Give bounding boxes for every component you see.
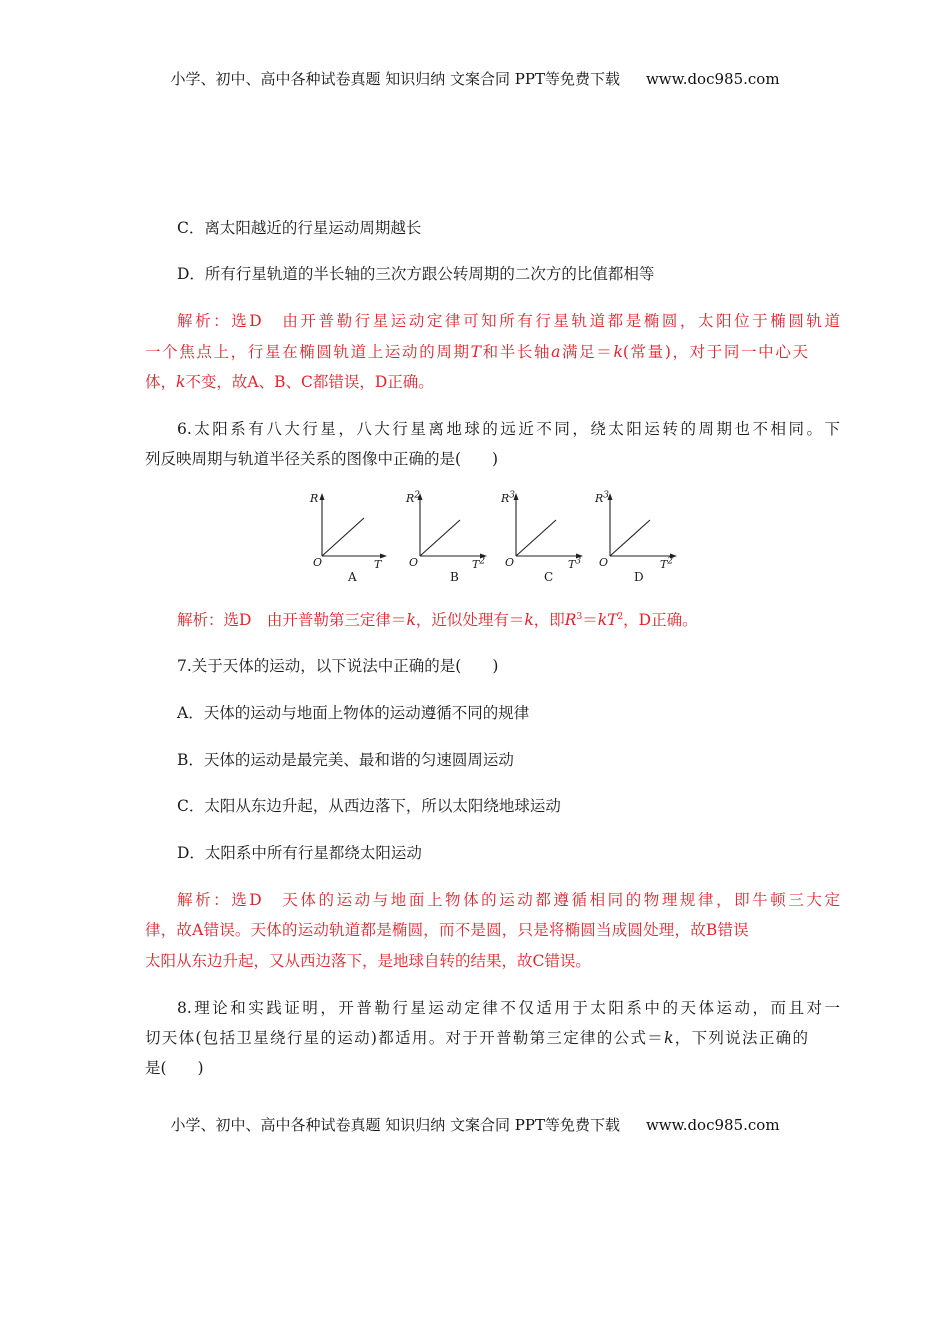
graph-d-origin: O	[599, 556, 609, 569]
q5-answer-line2: 一个焦点上，行星在椭圆轨道上运动的周期T和半长轴a满足＝k(常量)，对于同一中心天	[145, 343, 808, 361]
graph-b-caption: B	[450, 570, 459, 584]
graph-b-line	[420, 520, 460, 556]
graph-a-x-label: T	[374, 558, 382, 571]
graph-c-origin: O	[505, 556, 515, 569]
q6-stem-line1: 6.太阳系有八大行星，八大行星离地球的远近不同，绕太阳运转的周期也不相同。下	[177, 420, 840, 438]
q7-option-b: B．天体的运动是最完美、最和谐的匀速圆周运动	[177, 751, 514, 769]
graph-d-line	[610, 520, 650, 556]
q8-stem-line2: 切天体(包括卫星绕行星的运动)都适用。对于开普勒第三定律的公式＝k，下列说法正确的	[145, 1029, 808, 1047]
graph-c-caption: C	[544, 570, 554, 584]
header-site[interactable]: www.doc985.com	[645, 70, 780, 88]
q8-stem-line1: 8.理论和实践证明，开普勒行星运动定律不仅适用于太阳系中的天体运动，而且对一	[177, 999, 840, 1017]
q5-answer-line3: 体，k不变，故A、B、C都错误，D正确。	[145, 373, 434, 391]
graph-b-y-label: $R^2$	[406, 490, 421, 505]
graph-d-y-label: $R^3$	[595, 490, 610, 505]
q7-answer-line1: 解析：选D 天体的运动与地面上物体的运动都遵循相同的物理规律，即牛顿三大定	[177, 891, 840, 909]
q8-stem-line3: 是( )	[145, 1059, 204, 1077]
q7-option-c: C．太阳从东边升起，从西边落下，所以太阳绕地球运动	[177, 797, 561, 815]
header-text: 小学、初中、高中各种试卷真题 知识归纳 文案合同 PPT等免费下载	[170, 70, 620, 88]
graph-c-x-label: $T^3$	[568, 556, 582, 571]
page-footer	[0, 1114, 950, 1135]
q6-answer: 解析：选D 由开普勒第三定律＝k，近似处理有＝k，即$R^3=kT^2$，D正确。	[177, 611, 698, 629]
q6-stem-line2: 列反映周期与轨道半径关系的图像中正确的是( )	[145, 450, 499, 468]
graph-d	[592, 488, 682, 588]
footer-text: 小学、初中、高中各种试卷真题 知识归纳 文案合同 PPT等免费下载	[170, 1116, 620, 1134]
footer-site[interactable]: www.doc985.com	[645, 1116, 780, 1134]
q5-option-d: D．所有行星轨道的半长轴的三次方跟公转周期的二次方的比值都相等	[177, 265, 655, 283]
graph-b-origin: O	[409, 556, 419, 569]
page-header	[0, 68, 950, 89]
graph-a-line	[322, 518, 364, 556]
q7-option-a: A．天体的运动与地面上物体的运动遵循不同的规律	[177, 704, 530, 722]
graph-b-x-label: $T^2$	[472, 556, 486, 571]
graph-c	[498, 488, 588, 588]
graph-a	[300, 488, 390, 588]
graph-d-x-label: $T^2$	[660, 556, 674, 571]
graph-a-origin: O	[313, 556, 323, 569]
q5-answer-line1: 解析：选D 由开普勒行星运动定律可知所有行星轨道都是椭圆，太阳位于椭圆轨道	[177, 312, 840, 330]
graph-c-y-label: $R^3$	[501, 490, 516, 505]
q7-option-d: D．太阳系中所有行星都绕太阳运动	[177, 844, 422, 862]
graph-d-caption: D	[634, 570, 644, 584]
graph-a-caption: A	[348, 570, 357, 584]
graph-b	[400, 488, 490, 588]
q7-stem: 7.关于天体的运动，以下说法中正确的是( )	[177, 657, 499, 675]
q7-answer-line2: 律，故A错误。天体的运动轨道都是椭圆，而不是圆，只是将椭圆当成圆处理，故B错误	[145, 921, 749, 939]
q7-answer-line3: 太阳从东边升起，又从西边落下，是地球自转的结果，故C错误。	[145, 952, 591, 970]
graph-c-line	[516, 520, 556, 556]
graph-a-y-label: R	[310, 492, 319, 505]
q5-option-c: C．离太阳越近的行星运动周期越长	[177, 219, 422, 237]
q6-graph-options	[300, 488, 690, 588]
